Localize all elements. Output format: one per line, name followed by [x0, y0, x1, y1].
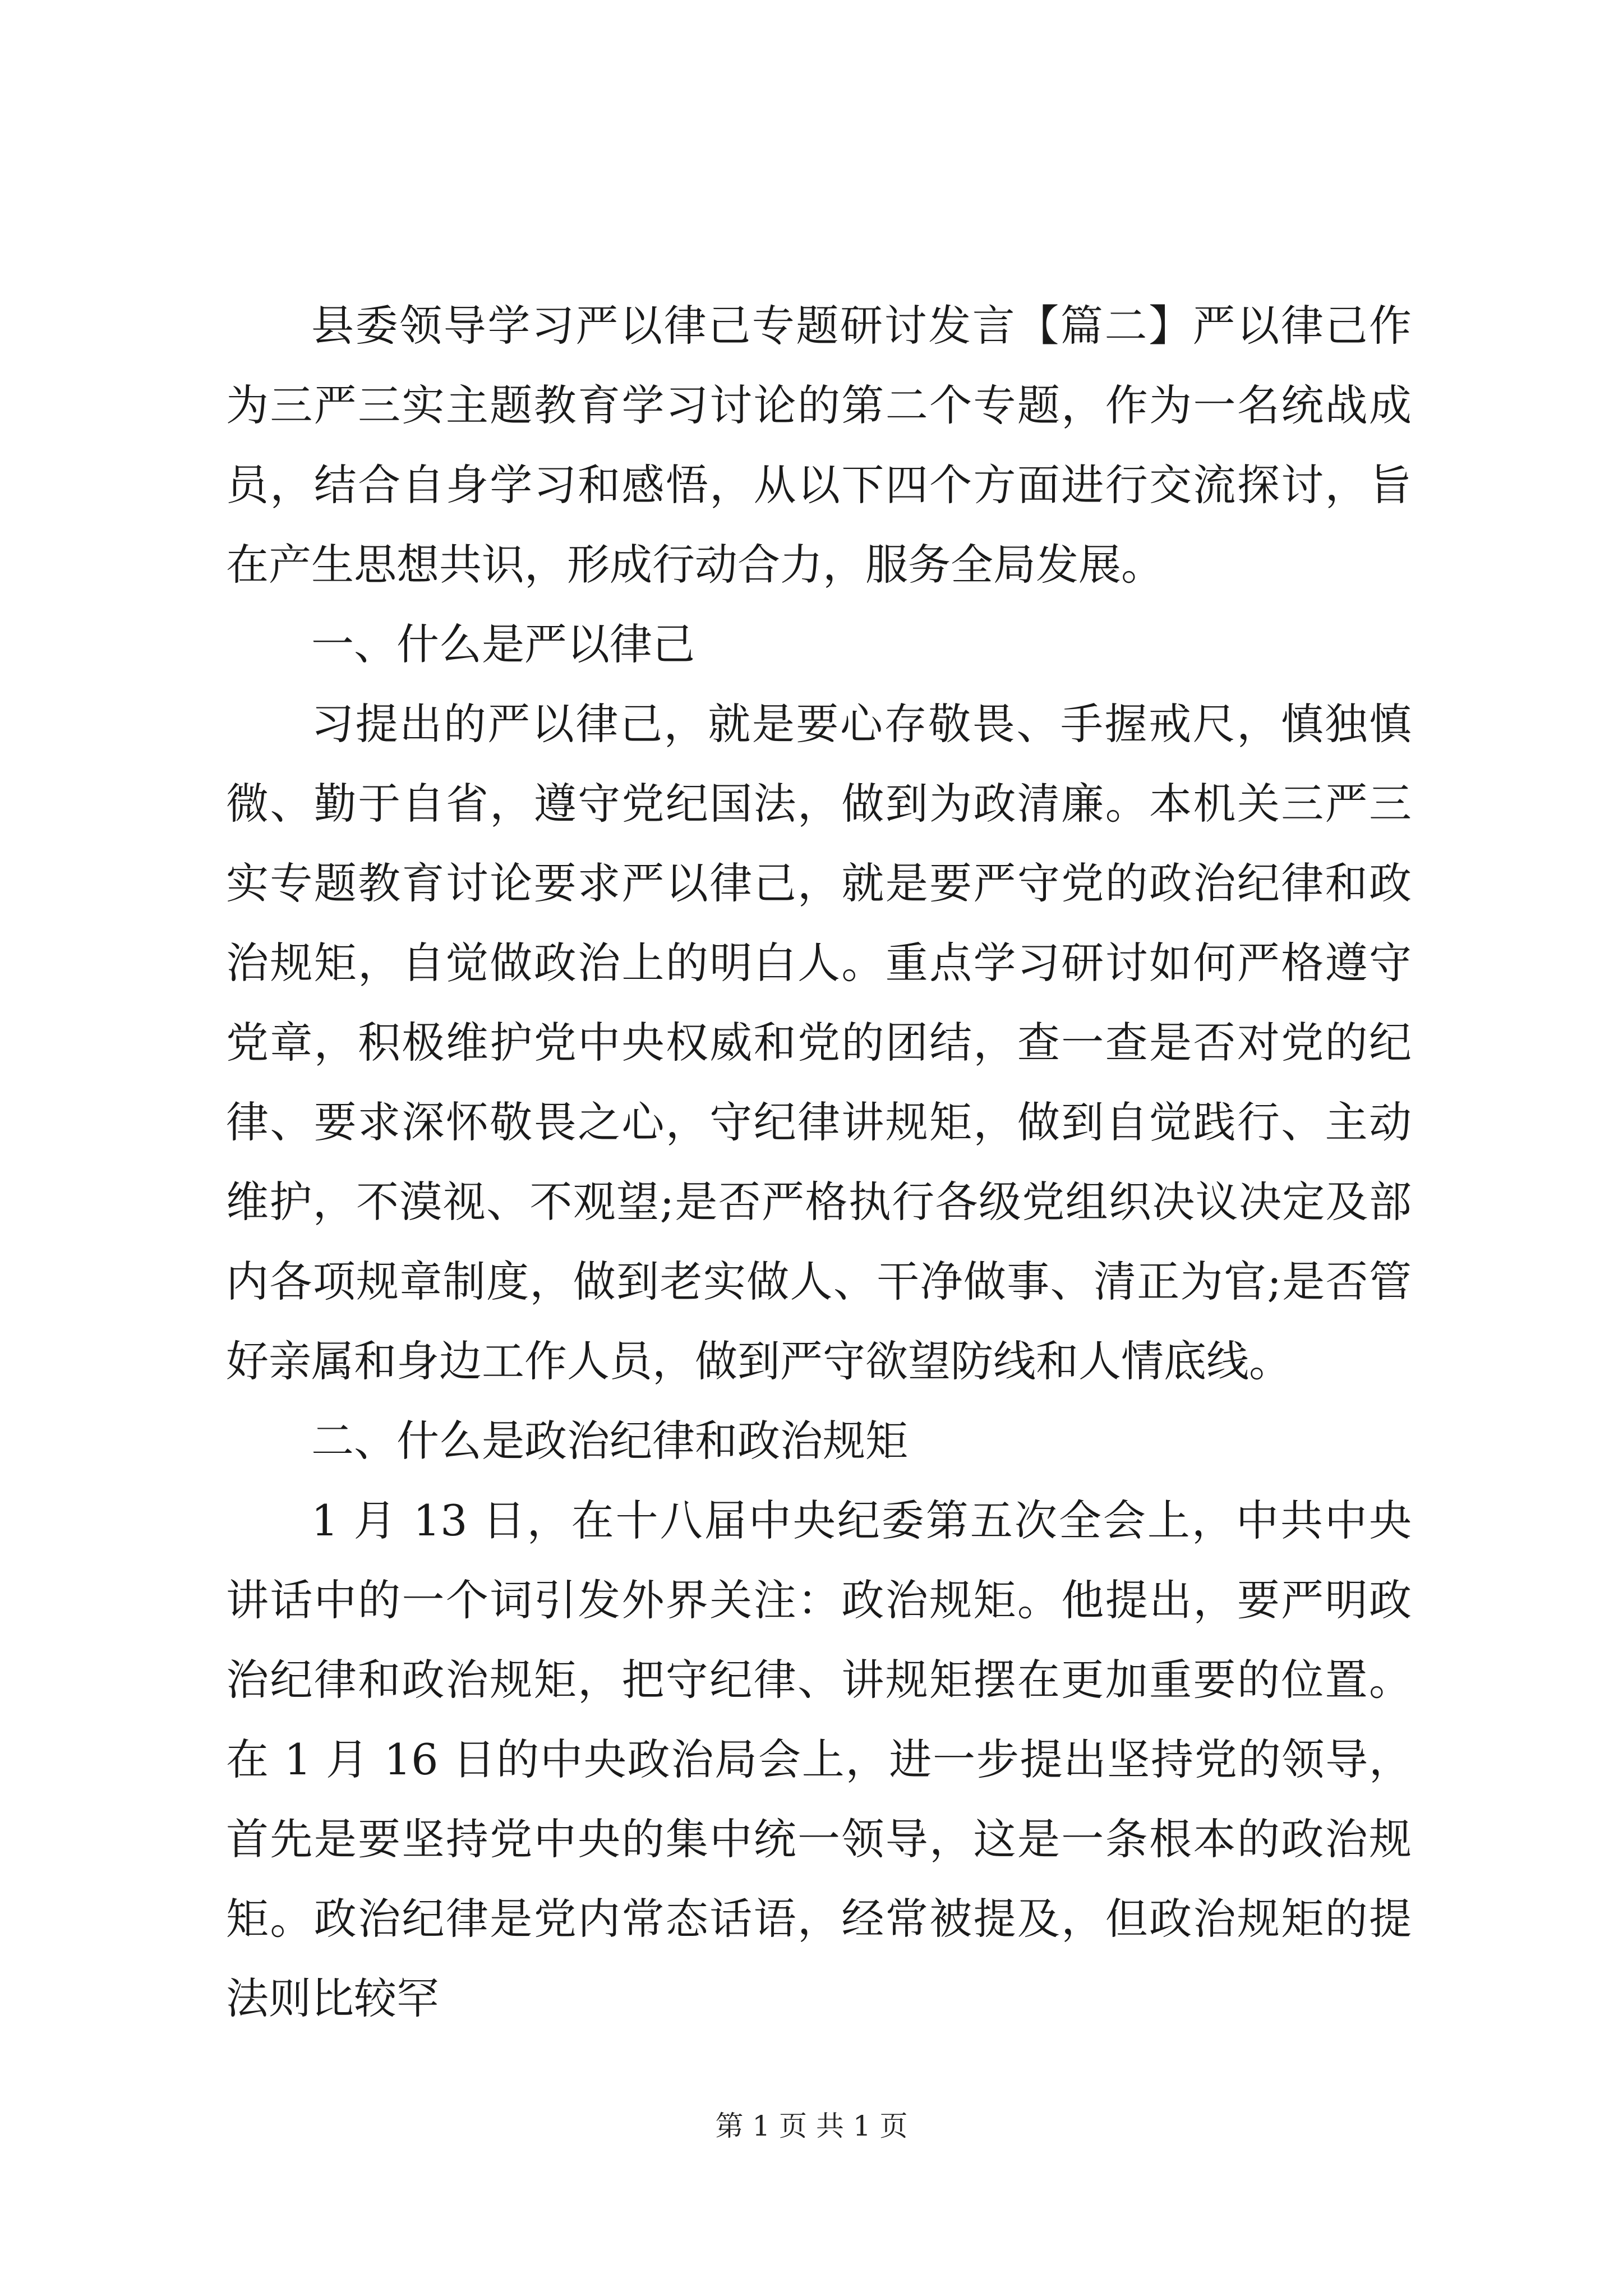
paragraph-intro: 县委领导学习严以律己专题研讨发言【篇二】严以律己作为三严三实主题教育学习讨论的第二个专题，作为一名统战成员，结合自身学习和感悟，从以下四个方面进行交流探讨，旨在产生思想共识，形成行动合力，服务全局发展。 [226, 301, 1412, 590]
paragraph-section-2: 1 月 13 日，在十八届中央纪委第五次全会上，中共中央讲话中的一个词引发外界关注：政治规矩。他提出，要严明政治纪律和政治规矩，把守纪律、讲规矩摆在更加重要的位置。在 1 月 16 日的中央政治局会上，进一步提出坚持党的领导，首先是要坚持党中央的集中统一领导，这是一条根本的政治规矩。政治纪律是党内常态话语，经常被提及，但政治规矩的提法则比较罕 [226, 1496, 1412, 2023]
heading-section-2: 二、什么是政治纪律和政治规矩 [311, 1416, 908, 1466]
heading-section-1: 一、什么是严以律己 [311, 619, 695, 669]
page-footer: 第 1 页 共 1 页 [715, 2110, 908, 2142]
paragraph-section-1: 习提出的严以律己，就是要心存敬畏、手握戒尺，慎独慎微、勤于自省，遵守党纪国法，做到为政清廉。本机关三严三实专题教育讨论要求严以律己，就是要严守党的政治纪律和政治规矩，自觉做政治上的明白人。重点学习研讨如何严格遵守党章，积极维护党中央权威和党的团结，查一查是否对党的纪律、要求深怀敬畏之心，守纪律讲规矩，做到自觉践行、主动维护，不漠视、不观望;是否严格执行各级党组织决议决定及部内各项规章制度，做到老实做人、干净做事、清正为官;是否管好亲属和身边工作人员，做到严守欲望防线和人情底线。 [226, 699, 1412, 1386]
document-body [226, 286, 1412, 2039]
